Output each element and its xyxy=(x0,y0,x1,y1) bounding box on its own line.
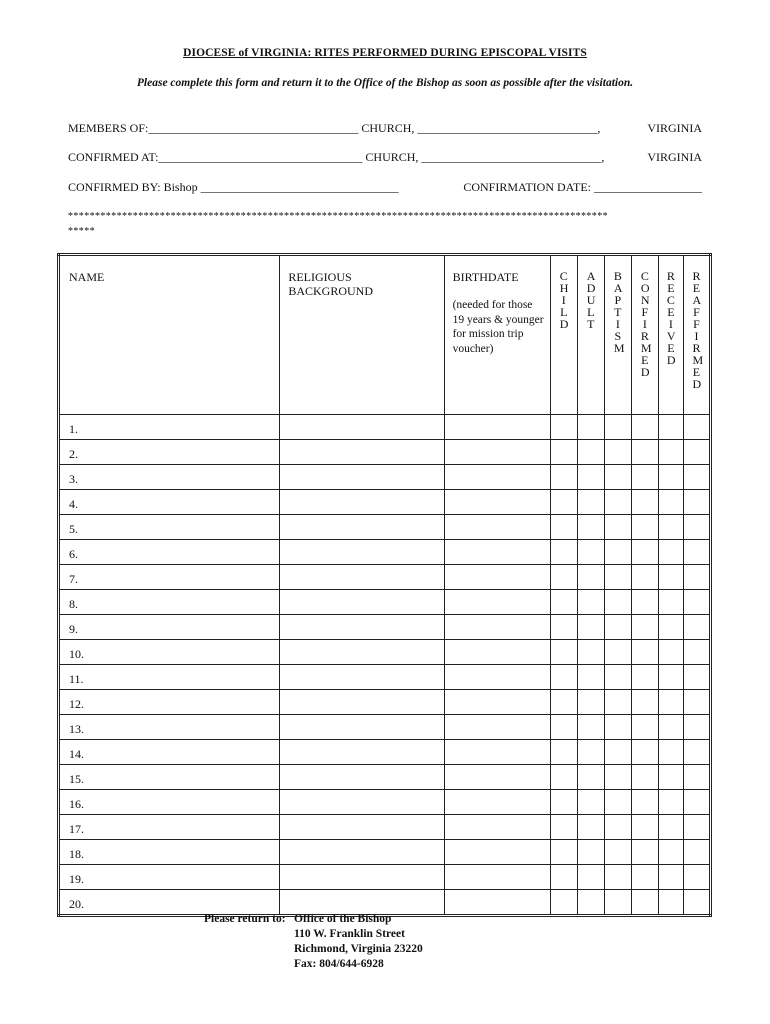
row-number: 16. xyxy=(69,797,84,811)
religious-background-cell[interactable] xyxy=(280,840,444,865)
reaffirmed-cell[interactable] xyxy=(683,815,710,840)
birthdate-cell[interactable] xyxy=(444,590,550,615)
received-cell[interactable] xyxy=(658,515,683,540)
reaffirmed-cell[interactable] xyxy=(683,490,710,515)
row-number: 11. xyxy=(69,672,84,686)
birthdate-cell[interactable] xyxy=(444,740,550,765)
confirmed-cell[interactable] xyxy=(631,765,658,790)
adult-cell[interactable] xyxy=(577,615,604,640)
birthdate-cell[interactable] xyxy=(444,865,550,890)
received-cell[interactable] xyxy=(658,815,683,840)
religious-background-cell[interactable] xyxy=(280,565,444,590)
row-number: 1. xyxy=(69,422,78,436)
row-number: 15. xyxy=(69,772,84,786)
name-cell[interactable] xyxy=(59,565,280,590)
birthdate-cell[interactable] xyxy=(444,815,550,840)
members-of-state: VIRGINIA xyxy=(647,121,702,135)
reaffirmed-cell[interactable] xyxy=(683,640,710,665)
confirmed-by-line[interactable] xyxy=(68,180,708,195)
baptism-cell[interactable] xyxy=(604,490,631,515)
received-cell[interactable] xyxy=(658,440,683,465)
reaffirmed-cell[interactable] xyxy=(683,440,710,465)
table-row xyxy=(59,490,711,515)
birthdate-cell[interactable] xyxy=(444,465,550,490)
birthdate-cell[interactable] xyxy=(444,790,550,815)
adult-cell[interactable] xyxy=(577,890,604,916)
religious-background-cell[interactable] xyxy=(280,740,444,765)
received-cell[interactable] xyxy=(658,540,683,565)
confirmed-cell[interactable] xyxy=(631,415,658,440)
table-row xyxy=(59,665,711,690)
birthdate-cell[interactable] xyxy=(444,715,550,740)
child-cell[interactable] xyxy=(550,615,577,640)
confirmed-at-line[interactable] xyxy=(68,150,708,165)
confirmed-cell[interactable] xyxy=(631,740,658,765)
name-cell[interactable] xyxy=(59,815,280,840)
address-line-fax: Fax: 804/644-6928 xyxy=(294,958,384,970)
adult-cell[interactable] xyxy=(577,415,604,440)
header-confirmed-label: CONFIRMED xyxy=(640,269,652,379)
confirmed-cell[interactable] xyxy=(631,490,658,515)
confirmed-at-field[interactable]: CONFIRMED AT:__________________________________ CHURCH, ______________________________, xyxy=(68,150,605,164)
return-label: Please return to: xyxy=(204,913,286,925)
reaffirmed-cell[interactable] xyxy=(683,715,710,740)
birthdate-cell[interactable] xyxy=(444,640,550,665)
row-number: 13. xyxy=(69,722,84,736)
header-name: NAME xyxy=(59,255,280,415)
reaffirmed-cell[interactable] xyxy=(683,840,710,865)
name-cell[interactable] xyxy=(59,765,280,790)
table-row xyxy=(59,740,711,765)
row-number: 17. xyxy=(69,822,84,836)
baptism-cell[interactable] xyxy=(604,590,631,615)
reaffirmed-cell[interactable] xyxy=(683,790,710,815)
religious-background-cell[interactable] xyxy=(280,640,444,665)
confirmed-cell[interactable] xyxy=(631,840,658,865)
birthdate-cell[interactable] xyxy=(444,665,550,690)
religious-background-cell[interactable] xyxy=(280,690,444,715)
name-cell[interactable] xyxy=(59,440,280,465)
rites-table xyxy=(57,253,712,917)
header-adult xyxy=(577,255,604,415)
baptism-cell[interactable] xyxy=(604,890,631,916)
baptism-cell[interactable] xyxy=(604,615,631,640)
religious-background-cell[interactable] xyxy=(280,540,444,565)
address-line-street: 110 W. Franklin Street xyxy=(294,928,405,940)
form-title: DIOCESE of VIRGINIA: RITES PERFORMED DURING EPISCOPAL VISITS xyxy=(183,47,587,59)
header-adult-label: ADULT xyxy=(586,269,596,331)
row-number: 14. xyxy=(69,747,84,761)
adult-cell[interactable] xyxy=(577,540,604,565)
child-cell[interactable] xyxy=(550,640,577,665)
adult-cell[interactable] xyxy=(577,490,604,515)
row-number: 4. xyxy=(69,497,78,511)
religious-background-cell[interactable] xyxy=(280,815,444,840)
child-cell[interactable] xyxy=(550,465,577,490)
adult-cell[interactable] xyxy=(577,665,604,690)
received-cell[interactable] xyxy=(658,465,683,490)
adult-cell[interactable] xyxy=(577,715,604,740)
header-confirmed xyxy=(631,255,658,415)
adult-cell[interactable] xyxy=(577,790,604,815)
address-line-office: Office of the Bishop xyxy=(294,913,392,925)
separator-stars-tail: ***** xyxy=(68,226,95,237)
religious-background-cell[interactable] xyxy=(280,465,444,490)
header-received xyxy=(658,255,683,415)
name-cell[interactable] xyxy=(59,790,280,815)
child-cell[interactable] xyxy=(550,490,577,515)
name-cell[interactable] xyxy=(59,640,280,665)
header-religious-background xyxy=(280,255,444,415)
row-number: 20. xyxy=(69,897,84,911)
name-cell[interactable] xyxy=(59,665,280,690)
birthdate-cell[interactable] xyxy=(444,415,550,440)
table-row xyxy=(59,790,711,815)
baptism-cell[interactable] xyxy=(604,565,631,590)
reaffirmed-cell[interactable] xyxy=(683,590,710,615)
baptism-cell[interactable] xyxy=(604,840,631,865)
received-cell[interactable] xyxy=(658,590,683,615)
received-cell[interactable] xyxy=(658,715,683,740)
child-cell[interactable] xyxy=(550,515,577,540)
confirmed-cell[interactable] xyxy=(631,715,658,740)
name-cell[interactable] xyxy=(59,715,280,740)
reaffirmed-cell[interactable] xyxy=(683,665,710,690)
table-row xyxy=(59,640,711,665)
row-number: 9. xyxy=(69,622,78,636)
table-row xyxy=(59,465,711,490)
row-number: 5. xyxy=(69,522,78,536)
child-cell[interactable] xyxy=(550,440,577,465)
reaffirmed-cell[interactable] xyxy=(683,540,710,565)
confirmed-cell[interactable] xyxy=(631,665,658,690)
received-cell[interactable] xyxy=(658,740,683,765)
table-row xyxy=(59,440,711,465)
child-cell[interactable] xyxy=(550,865,577,890)
confirmed-cell[interactable] xyxy=(631,565,658,590)
reaffirmed-cell[interactable] xyxy=(683,565,710,590)
table-row xyxy=(59,715,711,740)
row-number: 3. xyxy=(69,472,78,486)
name-cell[interactable] xyxy=(59,515,280,540)
table-row xyxy=(59,615,711,640)
reaffirmed-cell[interactable] xyxy=(683,690,710,715)
received-cell[interactable] xyxy=(658,665,683,690)
table-row xyxy=(59,765,711,790)
birthdate-cell[interactable] xyxy=(444,540,550,565)
reaffirmed-cell[interactable] xyxy=(683,765,710,790)
birthdate-cell[interactable] xyxy=(444,690,550,715)
table-row xyxy=(59,690,711,715)
header-birthdate-note: (needed for those 19 years & younger for mission trip voucher) xyxy=(452,299,544,355)
child-cell[interactable] xyxy=(550,715,577,740)
adult-cell[interactable] xyxy=(577,690,604,715)
baptism-cell[interactable] xyxy=(604,640,631,665)
adult-cell[interactable] xyxy=(577,590,604,615)
name-cell[interactable] xyxy=(59,615,280,640)
header-birthdate xyxy=(444,255,550,415)
name-cell[interactable] xyxy=(59,465,280,490)
child-cell[interactable] xyxy=(550,790,577,815)
confirmed-cell[interactable] xyxy=(631,615,658,640)
baptism-cell[interactable] xyxy=(604,440,631,465)
religious-background-cell[interactable] xyxy=(280,790,444,815)
religious-background-cell[interactable] xyxy=(280,615,444,640)
separator-line xyxy=(68,209,708,239)
adult-cell[interactable] xyxy=(577,765,604,790)
received-cell[interactable] xyxy=(658,415,683,440)
name-cell[interactable] xyxy=(59,840,280,865)
adult-cell[interactable] xyxy=(577,840,604,865)
reaffirmed-cell[interactable] xyxy=(683,465,710,490)
religious-background-cell[interactable] xyxy=(280,865,444,890)
baptism-cell[interactable] xyxy=(604,540,631,565)
table-header-row xyxy=(59,255,711,415)
row-number: 7. xyxy=(69,572,78,586)
religious-background-cell[interactable] xyxy=(280,590,444,615)
child-cell[interactable] xyxy=(550,815,577,840)
received-cell[interactable] xyxy=(658,640,683,665)
birthdate-cell[interactable] xyxy=(444,515,550,540)
received-cell[interactable] xyxy=(658,690,683,715)
header-reaffirmed-label: REAFFIRMED xyxy=(692,269,704,391)
religious-background-cell[interactable] xyxy=(280,515,444,540)
address-line-city: Richmond, Virginia 23220 xyxy=(294,943,423,955)
confirmation-date-field[interactable]: CONFIRMATION DATE: __________________ xyxy=(463,180,702,194)
adult-cell[interactable] xyxy=(577,740,604,765)
table-row xyxy=(59,590,711,615)
child-cell[interactable] xyxy=(550,890,577,916)
confirmed-cell[interactable] xyxy=(631,515,658,540)
table-row xyxy=(59,840,711,865)
child-cell[interactable] xyxy=(550,590,577,615)
members-of-line[interactable] xyxy=(68,121,708,136)
birthdate-cell[interactable] xyxy=(444,615,550,640)
return-address xyxy=(294,912,423,972)
birthdate-cell[interactable] xyxy=(444,490,550,515)
confirmed-cell[interactable] xyxy=(631,890,658,916)
header-baptism xyxy=(604,255,631,415)
received-cell[interactable] xyxy=(658,765,683,790)
confirmed-by-field[interactable]: CONFIRMED BY: Bishop _________________________________ xyxy=(68,180,399,194)
header-religious-line2: BACKGROUND xyxy=(288,284,374,298)
reaffirmed-cell[interactable] xyxy=(683,865,710,890)
confirmed-cell[interactable] xyxy=(631,590,658,615)
baptism-cell[interactable] xyxy=(604,715,631,740)
header-baptism-label: BAPTISM xyxy=(613,269,625,355)
received-cell[interactable] xyxy=(658,615,683,640)
received-cell[interactable] xyxy=(658,890,683,916)
birthdate-cell[interactable] xyxy=(444,565,550,590)
form-instructions: Please complete this form and return it to the Office of the Bishop as soon as possible after the visitation. xyxy=(136,77,634,89)
received-cell[interactable] xyxy=(658,565,683,590)
reaffirmed-cell[interactable] xyxy=(683,890,710,916)
table-row xyxy=(59,565,711,590)
row-number: 12. xyxy=(69,697,84,711)
birthdate-cell[interactable] xyxy=(444,765,550,790)
birthdate-cell[interactable] xyxy=(444,890,550,916)
reaffirmed-cell[interactable] xyxy=(683,740,710,765)
table-row xyxy=(59,815,711,840)
religious-background-cell[interactable] xyxy=(280,665,444,690)
reaffirmed-cell[interactable] xyxy=(683,615,710,640)
header-religious-line1: RELIGIOUS xyxy=(288,270,352,284)
name-cell[interactable] xyxy=(59,490,280,515)
header-reaffirmed xyxy=(683,255,710,415)
religious-background-cell[interactable] xyxy=(280,440,444,465)
received-cell[interactable] xyxy=(658,865,683,890)
baptism-cell[interactable] xyxy=(604,465,631,490)
name-cell[interactable] xyxy=(59,690,280,715)
confirmed-cell[interactable] xyxy=(631,640,658,665)
return-address-block xyxy=(204,912,423,972)
birthdate-cell[interactable] xyxy=(444,840,550,865)
adult-cell[interactable] xyxy=(577,640,604,665)
table-row xyxy=(59,415,711,440)
religious-background-cell[interactable] xyxy=(280,415,444,440)
row-number: 19. xyxy=(69,872,84,886)
name-cell[interactable] xyxy=(59,415,280,440)
table-row xyxy=(59,540,711,565)
name-cell[interactable] xyxy=(59,740,280,765)
confirmed-cell[interactable] xyxy=(631,790,658,815)
religious-background-cell[interactable] xyxy=(280,765,444,790)
received-cell[interactable] xyxy=(658,840,683,865)
name-cell[interactable] xyxy=(59,865,280,890)
adult-cell[interactable] xyxy=(577,465,604,490)
separator-stars: **************************************************************************************************** xyxy=(68,211,608,222)
confirmed-cell[interactable] xyxy=(631,690,658,715)
baptism-cell[interactable] xyxy=(604,815,631,840)
child-cell[interactable] xyxy=(550,565,577,590)
header-child xyxy=(550,255,577,415)
baptism-cell[interactable] xyxy=(604,690,631,715)
confirmed-cell[interactable] xyxy=(631,815,658,840)
baptism-cell[interactable] xyxy=(604,790,631,815)
confirmed-cell[interactable] xyxy=(631,865,658,890)
name-cell[interactable] xyxy=(59,540,280,565)
row-number: 6. xyxy=(69,547,78,561)
name-cell[interactable] xyxy=(59,590,280,615)
child-cell[interactable] xyxy=(550,765,577,790)
reaffirmed-cell[interactable] xyxy=(683,515,710,540)
table-row xyxy=(59,865,711,890)
header-child-label: CHILD xyxy=(559,269,569,331)
religious-background-cell[interactable] xyxy=(280,490,444,515)
baptism-cell[interactable] xyxy=(604,765,631,790)
row-number: 18. xyxy=(69,847,84,861)
row-number: 8. xyxy=(69,597,78,611)
header-birthdate-label: BIRTHDATE xyxy=(452,270,519,284)
child-cell[interactable] xyxy=(550,415,577,440)
row-number: 2. xyxy=(69,447,78,461)
reaffirmed-cell[interactable] xyxy=(683,415,710,440)
confirmed-cell[interactable] xyxy=(631,540,658,565)
adult-cell[interactable] xyxy=(577,865,604,890)
adult-cell[interactable] xyxy=(577,440,604,465)
confirmed-at-state: VIRGINIA xyxy=(647,150,702,164)
header-received-label: RECEIVED xyxy=(666,269,676,367)
baptism-cell[interactable] xyxy=(604,515,631,540)
child-cell[interactable] xyxy=(550,540,577,565)
baptism-cell[interactable] xyxy=(604,740,631,765)
received-cell[interactable] xyxy=(658,490,683,515)
row-number: 10. xyxy=(69,647,84,661)
confirmed-cell[interactable] xyxy=(631,465,658,490)
birthdate-cell[interactable] xyxy=(444,440,550,465)
child-cell[interactable] xyxy=(550,690,577,715)
child-cell[interactable] xyxy=(550,740,577,765)
child-cell[interactable] xyxy=(550,665,577,690)
adult-cell[interactable] xyxy=(577,565,604,590)
table-row xyxy=(59,515,711,540)
adult-cell[interactable] xyxy=(577,815,604,840)
child-cell[interactable] xyxy=(550,840,577,865)
received-cell[interactable] xyxy=(658,790,683,815)
adult-cell[interactable] xyxy=(577,515,604,540)
baptism-cell[interactable] xyxy=(604,865,631,890)
members-of-field[interactable]: MEMBERS OF:___________________________________ CHURCH, ______________________________, xyxy=(68,121,601,135)
baptism-cell[interactable] xyxy=(604,415,631,440)
religious-background-cell[interactable] xyxy=(280,715,444,740)
baptism-cell[interactable] xyxy=(604,665,631,690)
confirmed-cell[interactable] xyxy=(631,440,658,465)
